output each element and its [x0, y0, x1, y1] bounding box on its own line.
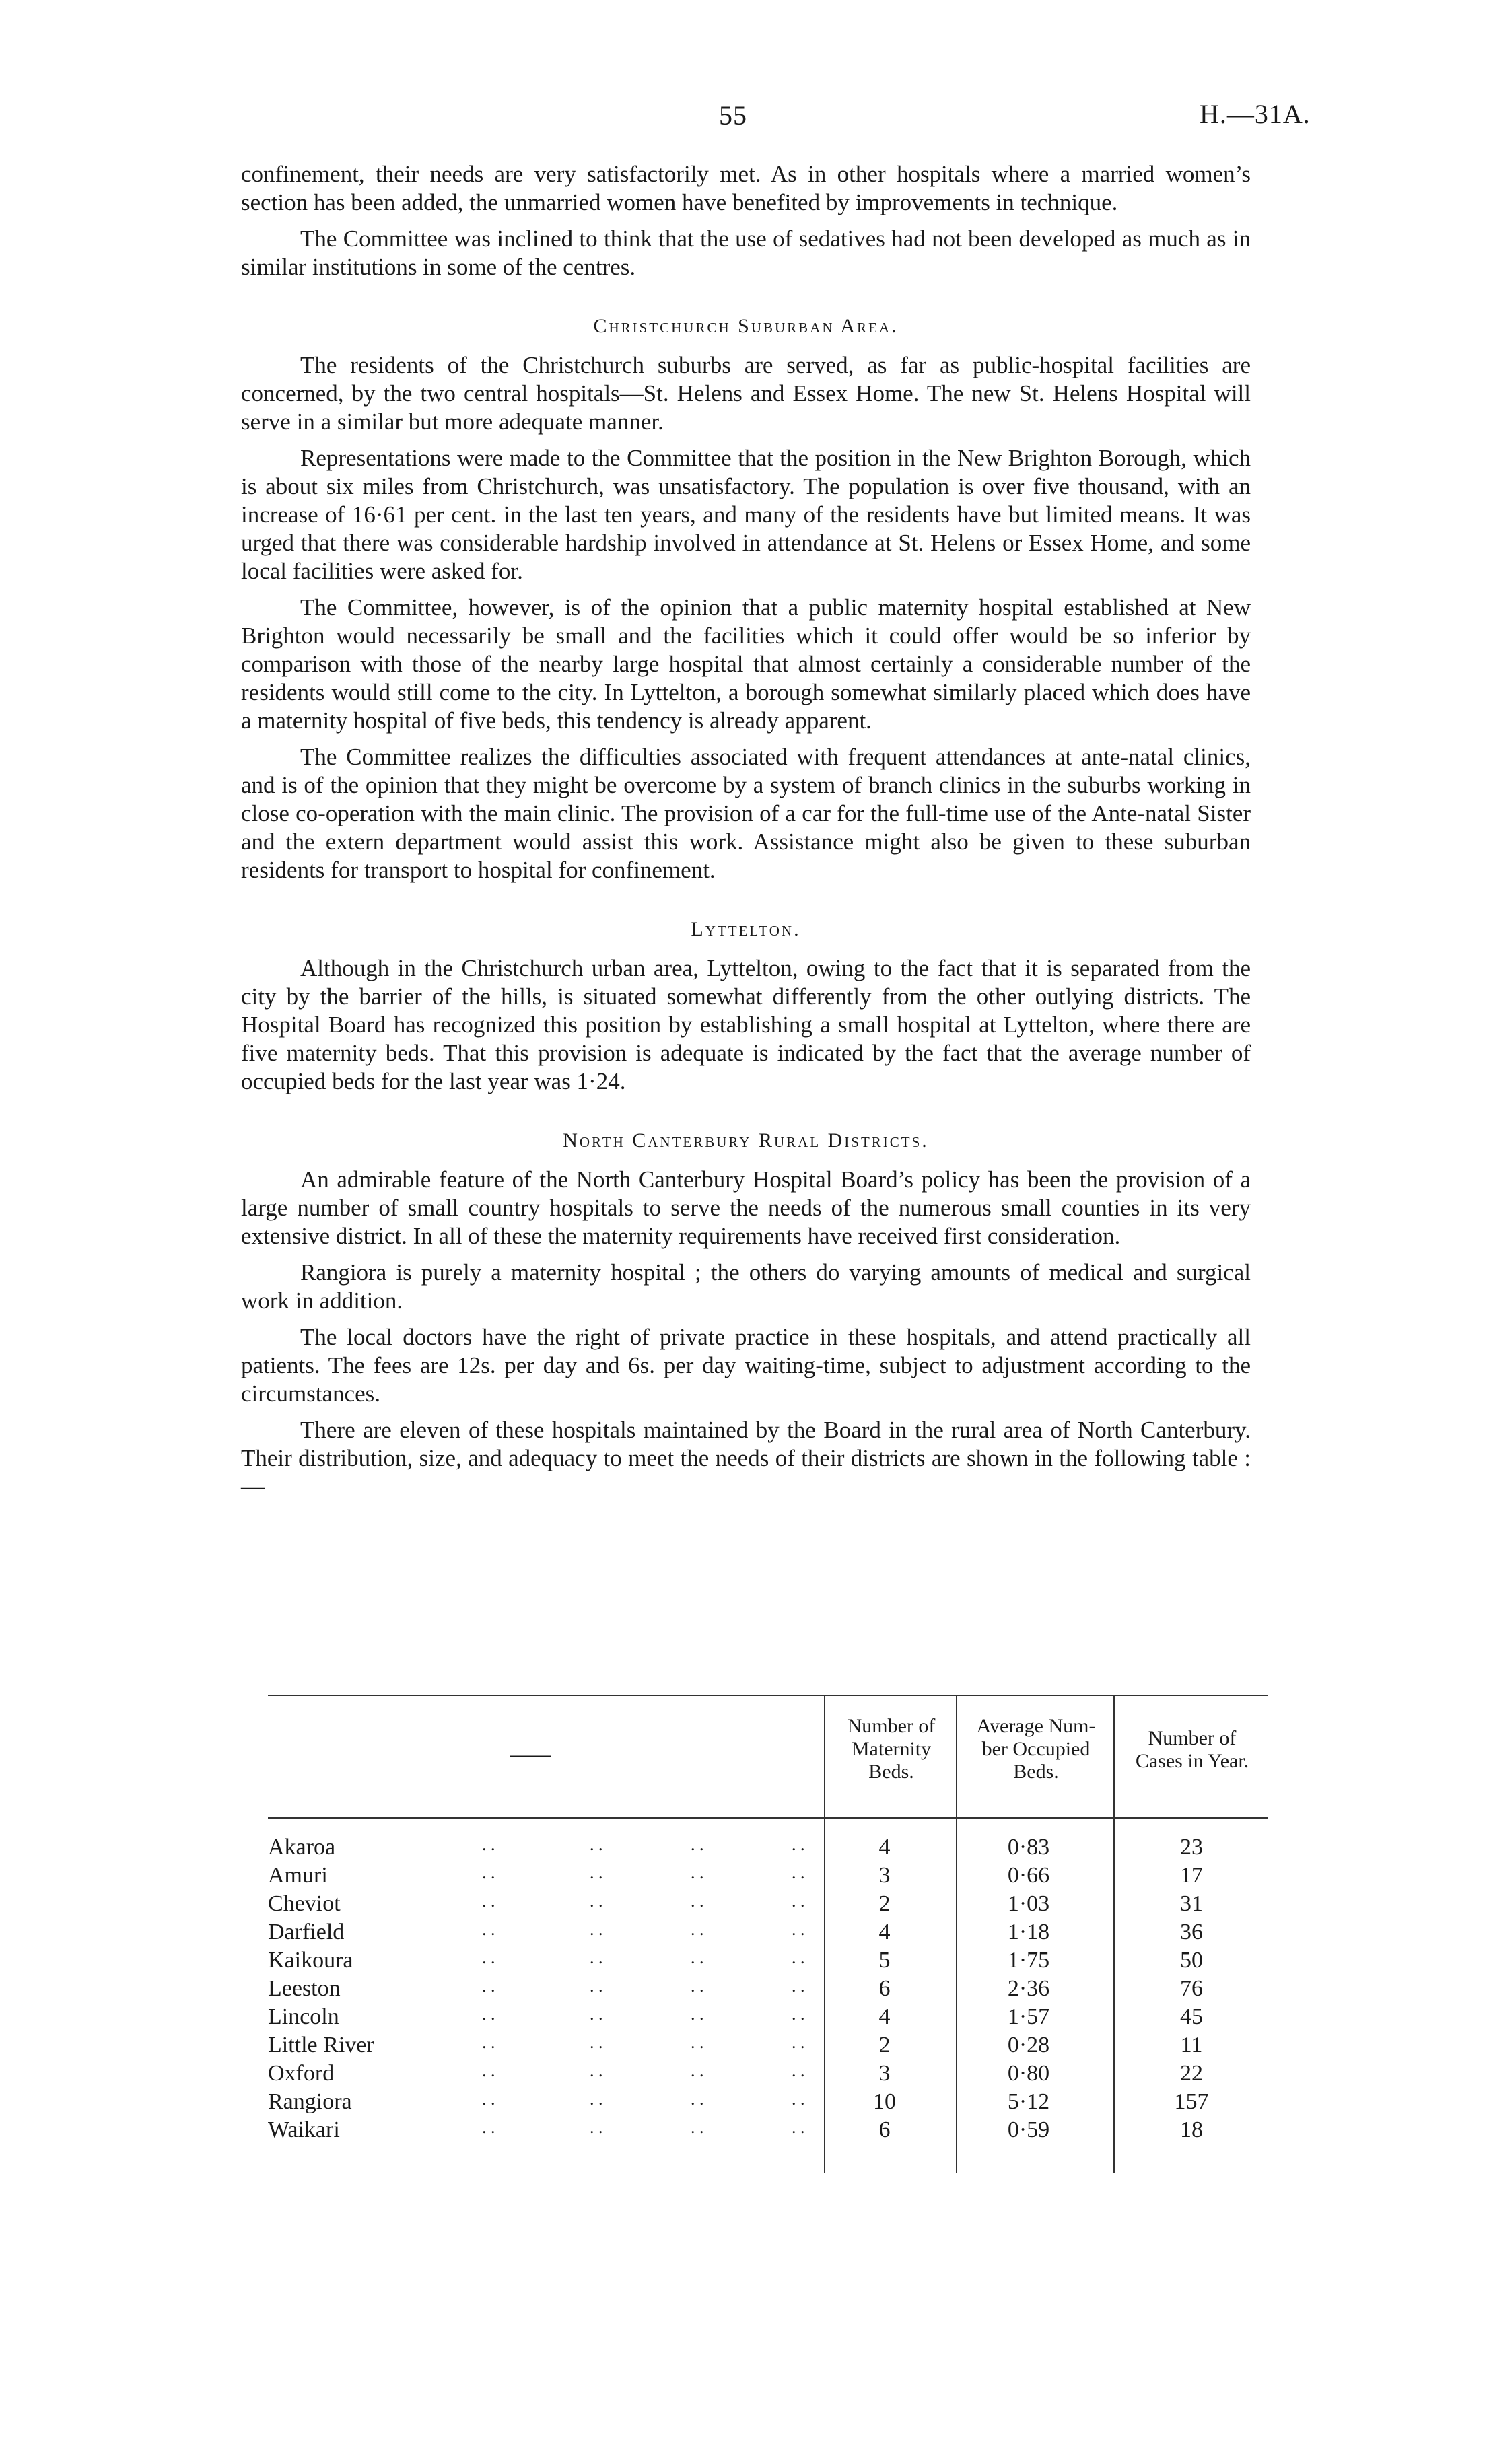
- average-occupied-cell: 0·66: [1007, 1863, 1050, 1888]
- column-header-line: Number of: [847, 1715, 936, 1737]
- dot-leader-segment: . .: [482, 2033, 495, 2052]
- dot-leader-segment: . .: [482, 1920, 495, 1939]
- column-header-line: Beds.: [868, 1761, 914, 1783]
- dot-leader-segment: . .: [590, 1891, 603, 1911]
- average-occupied-cell: 1·18: [1007, 1920, 1050, 1944]
- hospital-name: Amuri: [268, 1863, 328, 1888]
- maternity-beds-cell: 4: [878, 1835, 891, 1860]
- table-body: [268, 1835, 1268, 2146]
- document-reference: H.—31A.: [1200, 99, 1311, 129]
- dot-leader-segment: . .: [482, 2061, 495, 2080]
- paragraph: The residents of the Christchurch suburbs are served, as far as public-hospital facilities are concerned, by the two central hospitals—St. Helens and Essex Home. The new St. Helens Hospital will serve in a similar but more adequate manner.: [241, 352, 1251, 435]
- paragraph: An admirable feature of the North Canterbury Hospital Board’s policy has been the provision of a large number of small country hospitals to serve the needs of the numerous small counties in its very extensive district. In all of these the maternity requirements have received first consideration.: [241, 1166, 1251, 1249]
- average-occupied-cell: 0·83: [1007, 1835, 1050, 1860]
- average-occupied-cell: 2·36: [1007, 1976, 1050, 2001]
- maternity-beds-cell: 3: [878, 2061, 891, 2086]
- table-row: [268, 1891, 1268, 1920]
- dot-leader-segment: . .: [482, 2117, 495, 2137]
- column-header-line: Beds.: [1013, 1761, 1059, 1783]
- section-heading: Lyttelton.: [691, 918, 801, 940]
- cases-in-year-cell: 31: [1180, 1891, 1203, 1916]
- table-row: [268, 2089, 1268, 2117]
- dot-leader-segment: . .: [590, 2033, 603, 2052]
- dot-leader-segment: . .: [482, 1948, 495, 1967]
- paragraph: The Committee, however, is of the opinion that a public maternity hospital established at New Brighton would necessarily be small and the facilities which it could offer would be so inferior by comparison with those of the nearby large hospital that almost certainly a considerable number of the residents would still come to the city. In Lyttelton, a borough somewhat similarly placed which does have a maternity hospital of five beds, this tendency is already apparent.: [241, 594, 1251, 734]
- table-row: [268, 2004, 1268, 2033]
- column-header-beds: [827, 1715, 956, 1784]
- cases-in-year-cell: 22: [1180, 2061, 1203, 2086]
- dot-leader-segment: . .: [792, 2033, 805, 2052]
- dot-leader-segment: . .: [691, 1863, 704, 1882]
- paragraph: There are eleven of these hospitals maintained by the Board in the rural area of North Canterbury. Their distribution, size, and adequacy to meet the needs of their districts are shown in the following table :—: [241, 1417, 1251, 1500]
- maternity-beds-cell: 10: [873, 2089, 896, 2114]
- dot-leader-segment: . .: [590, 1976, 603, 1996]
- paragraph: Representations were made to the Committee that the position in the New Brighton Borough, which is about six miles from Christchurch, was unsatisfactory. The population is over five thousand, with an increase of 16·61 per cent. in the last ten years, and many of the residents have but limited means. It was urged that there was considerable hardship involved in attendance at St. Helens or Essex Home, and some local facilities were asked for.: [241, 445, 1251, 584]
- dot-leader-segment: . .: [792, 2061, 805, 2080]
- maternity-beds-cell: 2: [878, 2033, 891, 2057]
- hospital-name: Rangiora: [268, 2089, 352, 2114]
- hospital-name: Akaroa: [268, 1835, 336, 1860]
- table-top-rule: [268, 1695, 1268, 1696]
- dot-leader-segment: . .: [792, 2117, 805, 2137]
- hospital-name: Little River: [268, 2033, 374, 2057]
- dot-leader-segment: . .: [691, 1835, 704, 1854]
- table-header-rule: [268, 1817, 1268, 1819]
- dot-leader-segment: . .: [691, 2089, 704, 2109]
- dot-leader-segment: . .: [691, 2117, 704, 2137]
- paragraph: The Committee realizes the difficulties associated with frequent attendances at ante-natal clinics, and is of the opinion that they might be overcome by a system of branch clinics in the suburbs working in close co-operation with the main clinic. The provision of a car for the full-time use of the Ante-natal Sister and the extern department would assist this work. Assistance might also be given to these suburban residents for transport to hospital for confinement.: [241, 744, 1251, 883]
- average-occupied-cell: 1·75: [1007, 1948, 1050, 1973]
- average-occupied-cell: 1·03: [1007, 1891, 1050, 1916]
- column-header-line: ber Occupied: [981, 1738, 1091, 1760]
- cases-in-year-cell: 45: [1180, 2004, 1203, 2029]
- dot-leader-segment: . .: [590, 2061, 603, 2080]
- dot-leader-segment: . .: [590, 1835, 603, 1854]
- dot-leader-segment: . .: [792, 1920, 805, 1939]
- maternity-beds-cell: 6: [878, 2117, 891, 2142]
- dot-leader-segment: . .: [590, 2117, 603, 2137]
- paragraph: Although in the Christchurch urban area, Lyttelton, owing to the fact that it is separated from the city by the barrier of the hills, is situated somewhat differently from the other outlying districts. The Hospital Board has recognized this position by establishing a small hospital at Lyttelton, where there are five maternity beds. That this provision is adequate is indicated by the fact that the average number of occupied beds for the last year was 1·24.: [241, 955, 1251, 1094]
- dot-leader-segment: . .: [691, 2004, 704, 2024]
- paragraph: The local doctors have the right of private practice in these hospitals, and attend practically all patients. The fees are 12s. per day and 6s. per day waiting-time, subject to adjustment according to the circumstances.: [241, 1324, 1251, 1407]
- cases-in-year-cell: 17: [1180, 1863, 1203, 1888]
- paragraph: The Committee was inclined to think that the use of sedatives had not been developed as much as in similar institutions in some of the centres.: [241, 225, 1251, 280]
- table-row: [268, 1920, 1268, 1948]
- dot-leader-segment: . .: [590, 1863, 603, 1882]
- dot-leader-segment: . .: [590, 1948, 603, 1967]
- dot-leader-segment: . .: [482, 2089, 495, 2109]
- column-header-cases: [1116, 1727, 1268, 1773]
- maternity-beds-cell: 3: [878, 1863, 891, 1888]
- dot-leader-segment: . .: [691, 2033, 704, 2052]
- dot-leader-segment: . .: [482, 2004, 495, 2024]
- section-heading: North Canterbury Rural Districts.: [563, 1129, 929, 1152]
- dot-leader-segment: . .: [482, 1863, 495, 1882]
- average-occupied-cell: 0·80: [1007, 2061, 1050, 2086]
- cases-in-year-cell: 23: [1180, 1835, 1203, 1860]
- hospital-name: Cheviot: [268, 1891, 341, 1916]
- paragraph: Rangiora is purely a maternity hospital ; the others do varying amounts of medical and surgical work in addition.: [241, 1259, 1251, 1314]
- dot-leader-segment: . .: [792, 2004, 805, 2024]
- column-header-line: Cases in Year.: [1135, 1750, 1249, 1772]
- cases-in-year-cell: 36: [1180, 1920, 1203, 1944]
- stub-heading: ——: [510, 1743, 551, 1765]
- cases-in-year-cell: 11: [1180, 2033, 1203, 2057]
- hospital-name: Darfield: [268, 1920, 345, 1944]
- dot-leader-segment: . .: [691, 1948, 704, 1967]
- dot-leader-segment: . .: [691, 1920, 704, 1939]
- dot-leader-segment: . .: [482, 1891, 495, 1911]
- table-row: [268, 1948, 1268, 1976]
- paragraph: confinement, their needs are very satisfactorily met. As in other hospitals where a married women’s section has been added, the unmarried women have benefited by improvements in technique.: [241, 161, 1251, 215]
- table-row: [268, 1863, 1268, 1891]
- dot-leader-segment: . .: [482, 1835, 495, 1854]
- hospital-name: Kaikoura: [268, 1948, 353, 1973]
- maternity-beds-cell: 4: [878, 2004, 891, 2029]
- dot-leader-segment: . .: [792, 1863, 805, 1882]
- table-row: [268, 2117, 1268, 2146]
- hospital-name: Leeston: [268, 1976, 341, 2001]
- dot-leader-segment: . .: [792, 1835, 805, 1854]
- body-text: [241, 160, 1251, 1509]
- dot-leader-segment: . .: [590, 2089, 603, 2109]
- table-row: [268, 2061, 1268, 2089]
- hospital-name: Oxford: [268, 2061, 335, 2086]
- cases-in-year-cell: 18: [1180, 2117, 1203, 2142]
- hospital-name: Lincoln: [268, 2004, 339, 2029]
- dot-leader-segment: . .: [590, 2004, 603, 2024]
- page-number: 55: [719, 100, 747, 131]
- maternity-beds-cell: 2: [878, 1891, 891, 1916]
- table-row: [268, 1976, 1268, 2004]
- maternity-beds-cell: 4: [878, 1920, 891, 1944]
- dot-leader-segment: . .: [792, 2089, 805, 2109]
- hospital-name: Waikari: [268, 2117, 340, 2142]
- average-occupied-cell: 0·59: [1007, 2117, 1050, 2142]
- dot-leader-segment: . .: [792, 1976, 805, 1996]
- dot-leader-segment: . .: [792, 1948, 805, 1967]
- column-header-average: [959, 1715, 1113, 1784]
- dot-leader-segment: . .: [590, 1920, 603, 1939]
- column-header-line: Average Num-: [976, 1715, 1096, 1737]
- cases-in-year-cell: 50: [1180, 1948, 1203, 1973]
- dot-leader-segment: . .: [482, 1976, 495, 1996]
- column-header-line: Maternity: [851, 1738, 932, 1760]
- dot-leader-segment: . .: [691, 2061, 704, 2080]
- dot-leader-segment: . .: [792, 1891, 805, 1911]
- cases-in-year-cell: 76: [1180, 1976, 1203, 2001]
- average-occupied-cell: 5·12: [1007, 2089, 1050, 2114]
- average-occupied-cell: 1·57: [1007, 2004, 1050, 2029]
- table-row: [268, 2033, 1268, 2061]
- maternity-beds-cell: 6: [878, 1976, 891, 2001]
- dot-leader-segment: . .: [691, 1976, 704, 1996]
- table-row: [268, 1835, 1268, 1863]
- section-heading: Christchurch Suburban Area.: [593, 315, 899, 337]
- dot-leader-segment: . .: [691, 1891, 704, 1911]
- column-header-line: Number of: [1148, 1727, 1237, 1749]
- maternity-beds-cell: 5: [878, 1948, 891, 1973]
- cases-in-year-cell: 157: [1174, 2089, 1209, 2114]
- average-occupied-cell: 0·28: [1007, 2033, 1050, 2057]
